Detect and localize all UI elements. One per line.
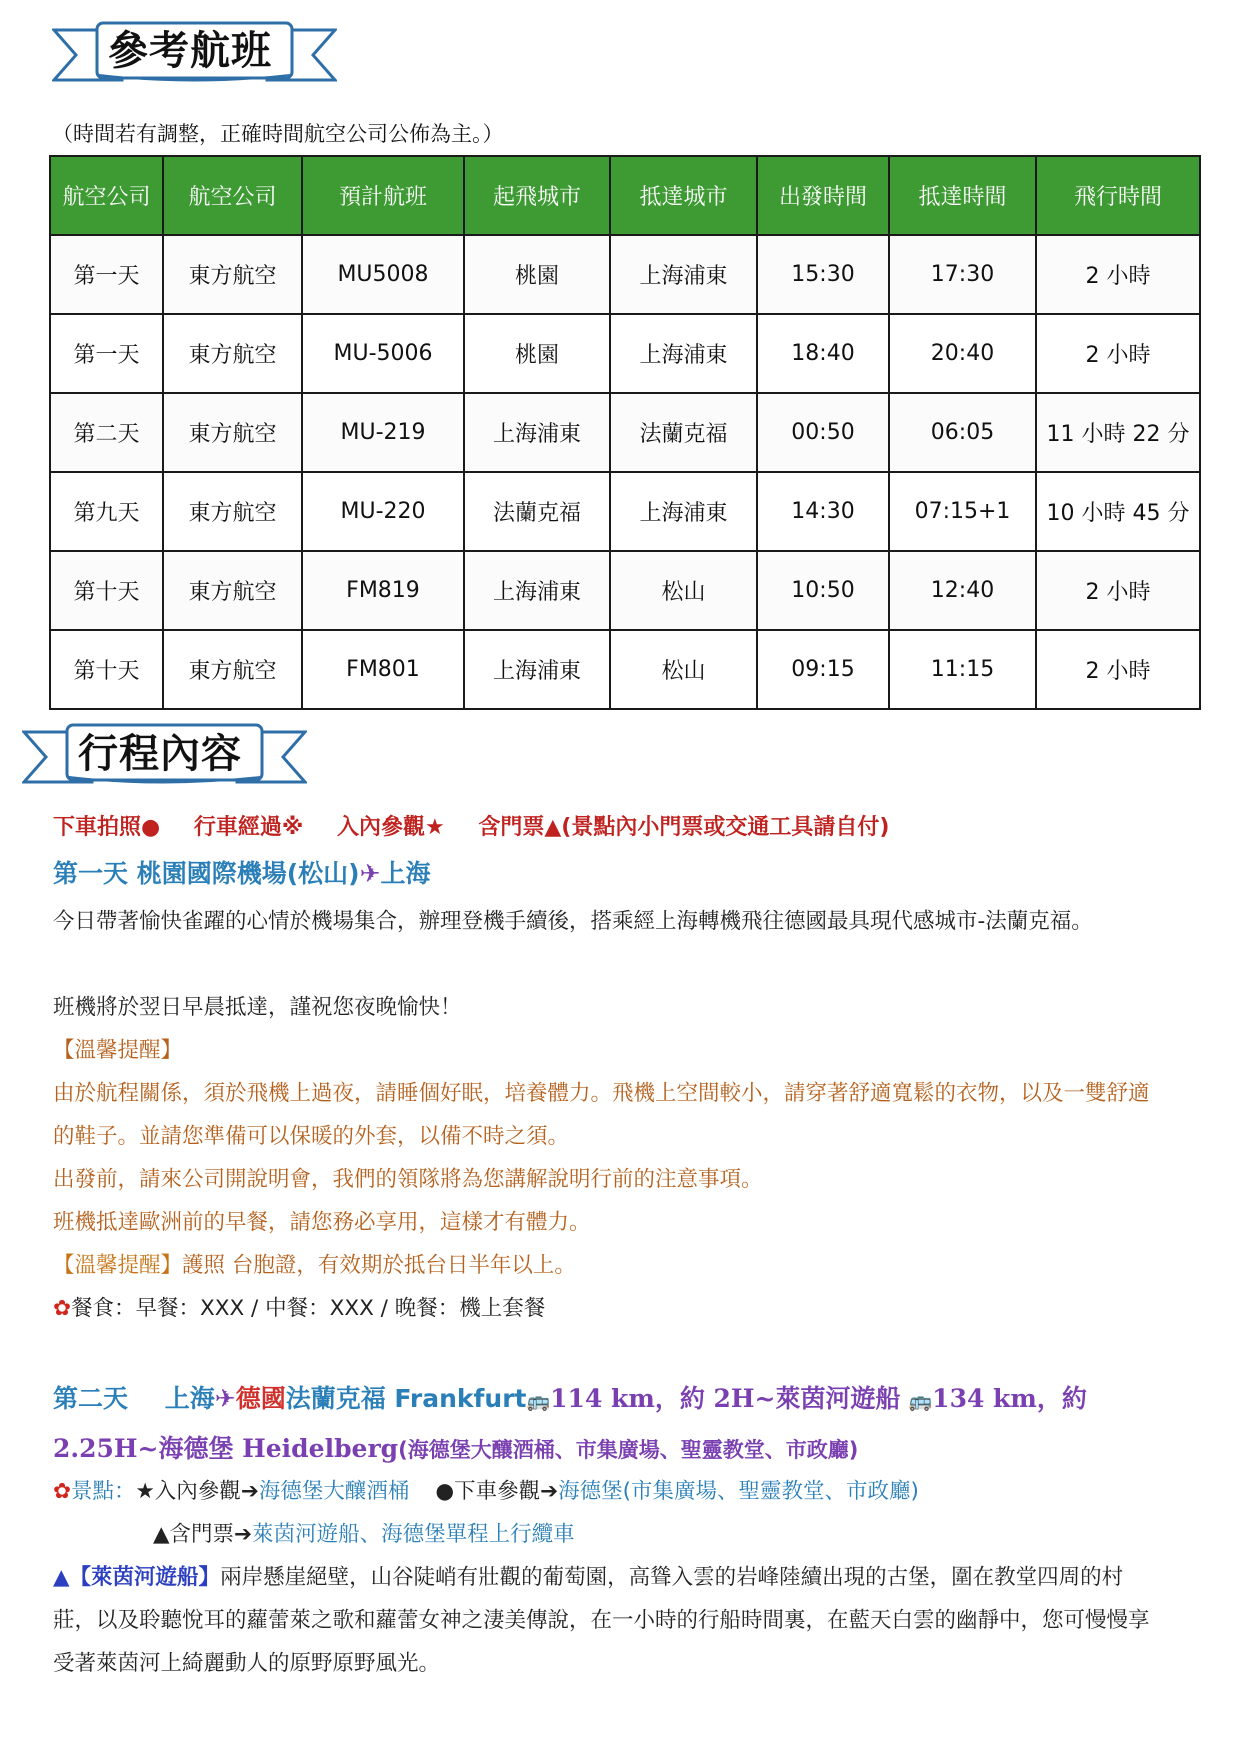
spots-label: 景點： <box>71 1479 136 1504</box>
table-cell: 10 小時 45 分 <box>1036 472 1200 551</box>
day2-title <box>53 1374 1087 1426</box>
spots-photo-value: 海德堡(市集廣場、聖靈教堂、市政廳) <box>558 1479 919 1504</box>
table-cell: 法蘭克福 <box>610 393 757 472</box>
plane-icon: ✈ <box>359 859 381 888</box>
spots-line <box>53 1470 1163 1513</box>
table-row <box>50 235 1200 314</box>
legend-photo: 下車拍照● <box>53 815 161 840</box>
table-cell: 松山 <box>610 551 757 630</box>
table-cell: 06:05 <box>889 393 1036 472</box>
plane-icon: ✈ <box>214 1384 236 1413</box>
table-cell: 松山 <box>610 630 757 709</box>
tip-title: 【溫馨提醒】 <box>53 1038 183 1063</box>
tip-text: 出發前，請來公司開說明會，我們的領隊將為您講解說明行前的注意事項。 <box>53 1167 763 1192</box>
table-cell: 2 小時 <box>1036 630 1200 709</box>
table-cell: 2 小時 <box>1036 235 1200 314</box>
arrow-icon: ➔ <box>540 1479 559 1504</box>
table-row <box>50 393 1200 472</box>
day2-distance: 114 km，約 2H~萊茵河遊船 <box>550 1384 901 1413</box>
day2-title-line2 <box>53 1424 858 1475</box>
table-cell: FM819 <box>302 551 464 630</box>
table-cell: 20:40 <box>889 314 1036 393</box>
triangle-icon: ▲ <box>53 1565 70 1590</box>
tip-text: 由於航程關係，須於飛機上過夜，請睡個好眠，培養體力。飛機上空間較小，請穿著舒適寬鬆的衣物，以及一雙舒適的鞋子。並請您準備可以保暖的外套，以備不時之須。 <box>53 1081 1150 1149</box>
section-title: 行程內容 <box>78 731 242 777</box>
legend-pass: 行車經過※ <box>193 815 304 840</box>
table-cell: MU5008 <box>302 235 464 314</box>
day2-city: 法蘭克福 Frankfurt <box>285 1384 527 1413</box>
table-cell: MU-220 <box>302 472 464 551</box>
table-cell: 上海浦東 <box>610 314 757 393</box>
section-title: 參考航班 <box>108 28 272 74</box>
spots-ticket: ▲含門票 <box>153 1522 235 1547</box>
table-cell: 18:40 <box>757 314 889 393</box>
table-cell: 11 小時 22 分 <box>1036 393 1200 472</box>
arrow-icon: ➔ <box>240 1479 259 1504</box>
section-banner-itinerary <box>22 720 307 790</box>
arrow-icon: ➔ <box>234 1522 253 1547</box>
table-cell: 第十天 <box>50 551 163 630</box>
table-cell: 12:40 <box>889 551 1036 630</box>
table-cell: 11:15 <box>889 630 1036 709</box>
tip-title: 【溫馨提醒】 <box>53 1253 183 1278</box>
table-cell: FM801 <box>302 630 464 709</box>
table-cell: 桃園 <box>464 235 610 314</box>
column-header: 起飛城市 <box>464 156 610 235</box>
table-cell: 2 小時 <box>1036 551 1200 630</box>
meal-line <box>53 1287 1163 1330</box>
table-row <box>50 630 1200 709</box>
day1-paragraph: 班機將於翌日早晨抵達，謹祝您夜晚愉快！ <box>53 995 462 1020</box>
table-cell: 第二天 <box>50 393 163 472</box>
table-cell: 10:50 <box>757 551 889 630</box>
table-row <box>50 551 1200 630</box>
table-cell: 東方航空 <box>163 393 302 472</box>
tip-passport <box>53 1244 1163 1287</box>
column-header: 航空公司 <box>50 156 163 235</box>
table-row <box>50 472 1200 551</box>
table-cell: 09:15 <box>757 630 889 709</box>
day2-label: 第二天 <box>53 1384 129 1413</box>
column-header: 抵達城市 <box>610 156 757 235</box>
day2-place: 上海 <box>164 1384 215 1413</box>
tip-text: 護照 台胞證，有效期於抵台日半年以上。 <box>182 1253 576 1278</box>
column-header: 出發時間 <box>757 156 889 235</box>
table-cell: 上海浦東 <box>464 393 610 472</box>
column-header: 預計航班 <box>302 156 464 235</box>
legend-ticket: 含門票▲(景點內小門票或交通工具請自付) <box>478 815 890 840</box>
day1-paragraph: 今日帶著愉快雀躍的心情於機場集合，辦理登機手續後，搭乘經上海轉機飛往德國最具現代感城市-法蘭克福。 <box>53 909 1093 934</box>
table-row <box>50 314 1200 393</box>
table-cell: 東方航空 <box>163 551 302 630</box>
spots-ticket-value: 萊茵河遊船、海德堡單程上行纜車 <box>252 1522 575 1547</box>
meal-text: 餐食：早餐：XXX / 中餐：XXX / 晚餐：機上套餐 <box>71 1296 546 1321</box>
table-header-row <box>50 156 1200 235</box>
day1-title-from: 第一天 桃園國際機場(松山) <box>53 859 360 888</box>
section-banner-flights <box>52 20 337 90</box>
spots-ticket-line <box>153 1513 1153 1556</box>
table-cell: 法蘭克福 <box>464 472 610 551</box>
spots-visit: ★入內參觀 <box>135 1479 241 1504</box>
day2-distance: 134 km，約 <box>932 1384 1087 1413</box>
day1-title-to: 上海 <box>380 859 431 888</box>
table-cell: 第一天 <box>50 235 163 314</box>
table-cell: 00:50 <box>757 393 889 472</box>
table-cell: 15:30 <box>757 235 889 314</box>
legend-visit: 入內參觀★ <box>336 815 445 840</box>
table-cell: 東方航空 <box>163 472 302 551</box>
table-cell: 第九天 <box>50 472 163 551</box>
table-cell: 上海浦東 <box>464 551 610 630</box>
table-cell: 17:30 <box>889 235 1036 314</box>
tip-text: 班機抵達歐洲前的早餐，請您務必享用，這樣才有體力。 <box>53 1210 591 1235</box>
bus-icon: 🚌 <box>526 1390 551 1412</box>
table-cell: 上海浦東 <box>610 235 757 314</box>
symbol-legend <box>53 810 889 841</box>
spots-visit-value: 海德堡大釀酒桶 <box>258 1479 410 1504</box>
table-cell: 上海浦東 <box>464 630 610 709</box>
table-cell: 07:15+1 <box>889 472 1036 551</box>
bus-icon: 🚌 <box>908 1390 933 1412</box>
day2-heidelberg: 2.25H~海德堡 Heidelberg <box>53 1434 399 1463</box>
table-cell: 第十天 <box>50 630 163 709</box>
rhine-title: 【萊茵河遊船】 <box>69 1565 221 1590</box>
flight-table <box>49 155 1201 710</box>
table-cell: 桃園 <box>464 314 610 393</box>
column-header: 飛行時間 <box>1036 156 1200 235</box>
day2-country: 德國 <box>235 1384 286 1413</box>
flower-icon: ✿ <box>53 1296 72 1321</box>
rhine-text: 兩岸懸崖絕壁，山谷陡峭有壯觀的葡萄園，高聳入雲的岩峰陸續出現的古堡，圍在教堂四周的村莊，以及聆聽悅耳的蘿蕾萊之歌和蘿蕾女神之淒美傳說，在一小時的行船時間裏，在藍天白雲的幽靜中，您可慢慢享受著萊茵河上綺麗動人的原野原野風光。 <box>53 1565 1150 1676</box>
spots-photo: ●下車參觀 <box>435 1479 541 1504</box>
table-cell: 14:30 <box>757 472 889 551</box>
table-cell: 第一天 <box>50 314 163 393</box>
table-cell: 東方航空 <box>163 314 302 393</box>
column-header: 航空公司 <box>163 156 302 235</box>
table-cell: 東方航空 <box>163 630 302 709</box>
day1-title <box>53 854 431 890</box>
rhine-paragraph <box>53 1556 1163 1685</box>
table-cell: 上海浦東 <box>610 472 757 551</box>
flight-note: （時間若有調整，正確時間航空公司公佈為主。） <box>52 122 504 146</box>
table-cell: MU-219 <box>302 393 464 472</box>
table-cell: 東方航空 <box>163 235 302 314</box>
table-cell: MU-5006 <box>302 314 464 393</box>
table-cell: 2 小時 <box>1036 314 1200 393</box>
flower-icon: ✿ <box>53 1479 72 1504</box>
day2-heidelberg-sights: (海德堡大釀酒桶、市集廣場、聖靈教堂、市政廳) <box>398 1438 859 1462</box>
column-header: 抵達時間 <box>889 156 1036 235</box>
